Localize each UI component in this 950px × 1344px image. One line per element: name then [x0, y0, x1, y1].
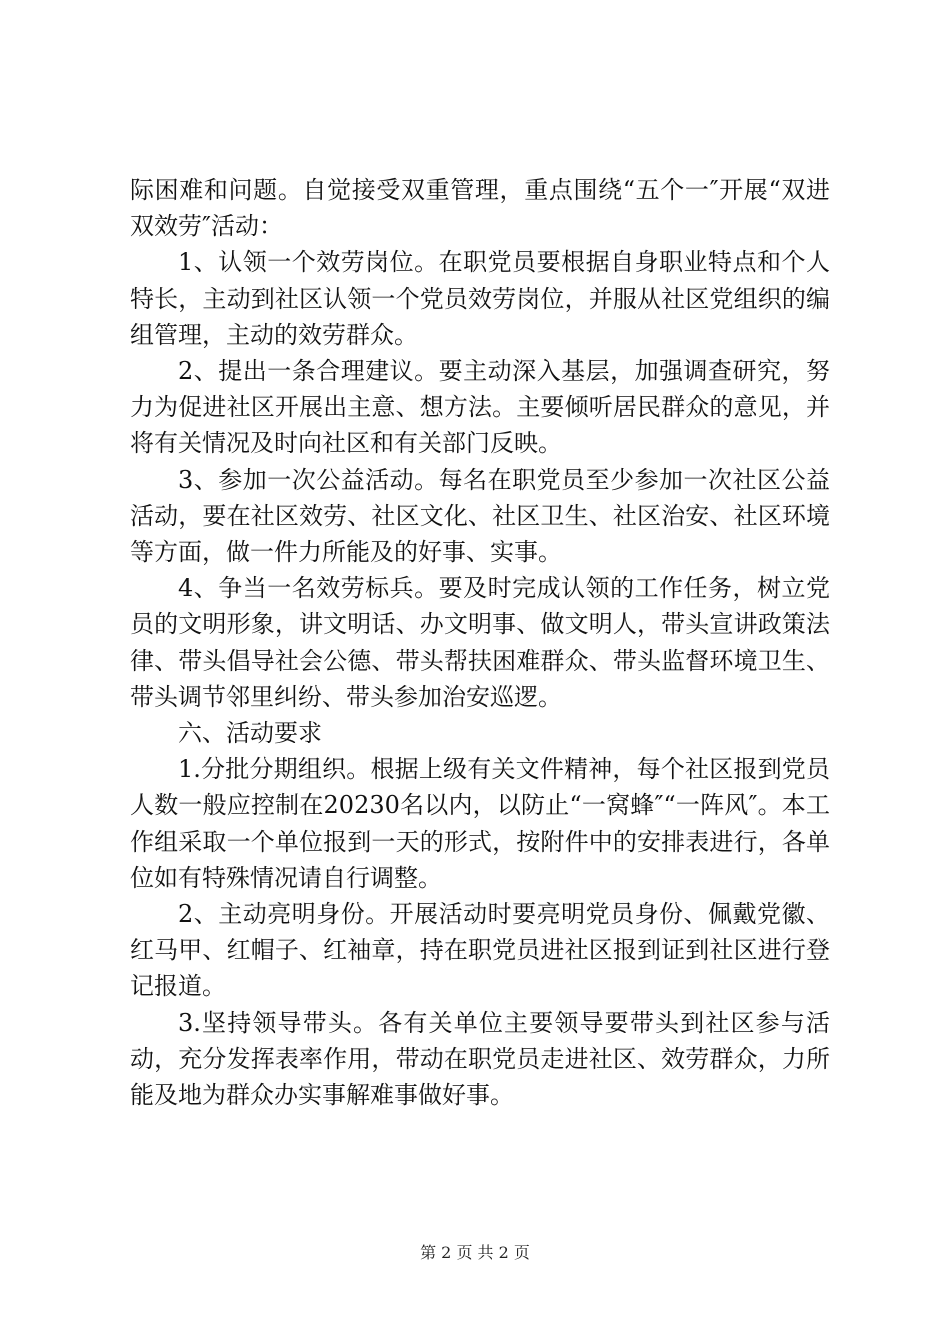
document-body — [130, 172, 830, 1113]
paragraph-continuation: 际困难和问题。自觉接受双重管理，重点围绕“五个一″开展“双进双效劳″活动： — [130, 176, 830, 241]
paragraph-item-3: 3、参加一次公益活动。每名在职党员至少参加一次社区公益活动，要在社区效劳、社区文化、社区卫生、社区治安、社区环境等方面，做一件力所能及的好事、实事。 — [130, 465, 830, 567]
page-footer: 第 2 页 共 2 页 — [420, 1243, 530, 1262]
section-heading: 六、活动要求 — [178, 719, 322, 748]
paragraph-item-2: 2、提出一条合理建议。要主动深入基层，加强调查研究，努力为促进社区开展出主意、想方法。主要倾听居民群众的意见，并将有关情况及时向社区和有关部门反映。 — [130, 357, 830, 458]
requirement-item-2: 2、主动亮明身份。开展活动时要亮明党员身份、佩戴党徽、红马甲、红帽子、红袖章，持在职党员进社区报到证到社区进行登记报道。 — [130, 900, 830, 1001]
requirement-item-1: 1.分批分期组织。根据上级有关文件精神，每个社区报到党员人数一般应控制在20230名以内，以防止“一窝蜂″“一阵风″。本工作组采取一个单位报到一天的形式，按附件中的安排表进行，各单位如有特殊情况请自行调整。 — [130, 755, 830, 892]
paragraph-item-1: 1、认领一个效劳岗位。在职党员要根据自身职业特点和个人特长，主动到社区认领一个党员效劳岗位，并服从社区党组织的编组管理，主动的效劳群众。 — [130, 248, 830, 349]
paragraph-item-4: 4、争当一名效劳标兵。要及时完成认领的工作任务，树立党员的文明形象，讲文明话、办文明事、做文明人，带头宣讲政策法律、带头倡导社会公德、带头帮扶困难群众、带头监督环境卫生、带头调节邻里纠纷、带头参加治安巡逻。 — [130, 574, 830, 711]
requirement-item-3: 3.坚持领导带头。各有关单位主要领导要带头到社区参与活动，充分发挥表率作用，带动在职党员走进社区、效劳群众，力所能及地为群众办实事解难事做好事。 — [130, 1008, 830, 1110]
